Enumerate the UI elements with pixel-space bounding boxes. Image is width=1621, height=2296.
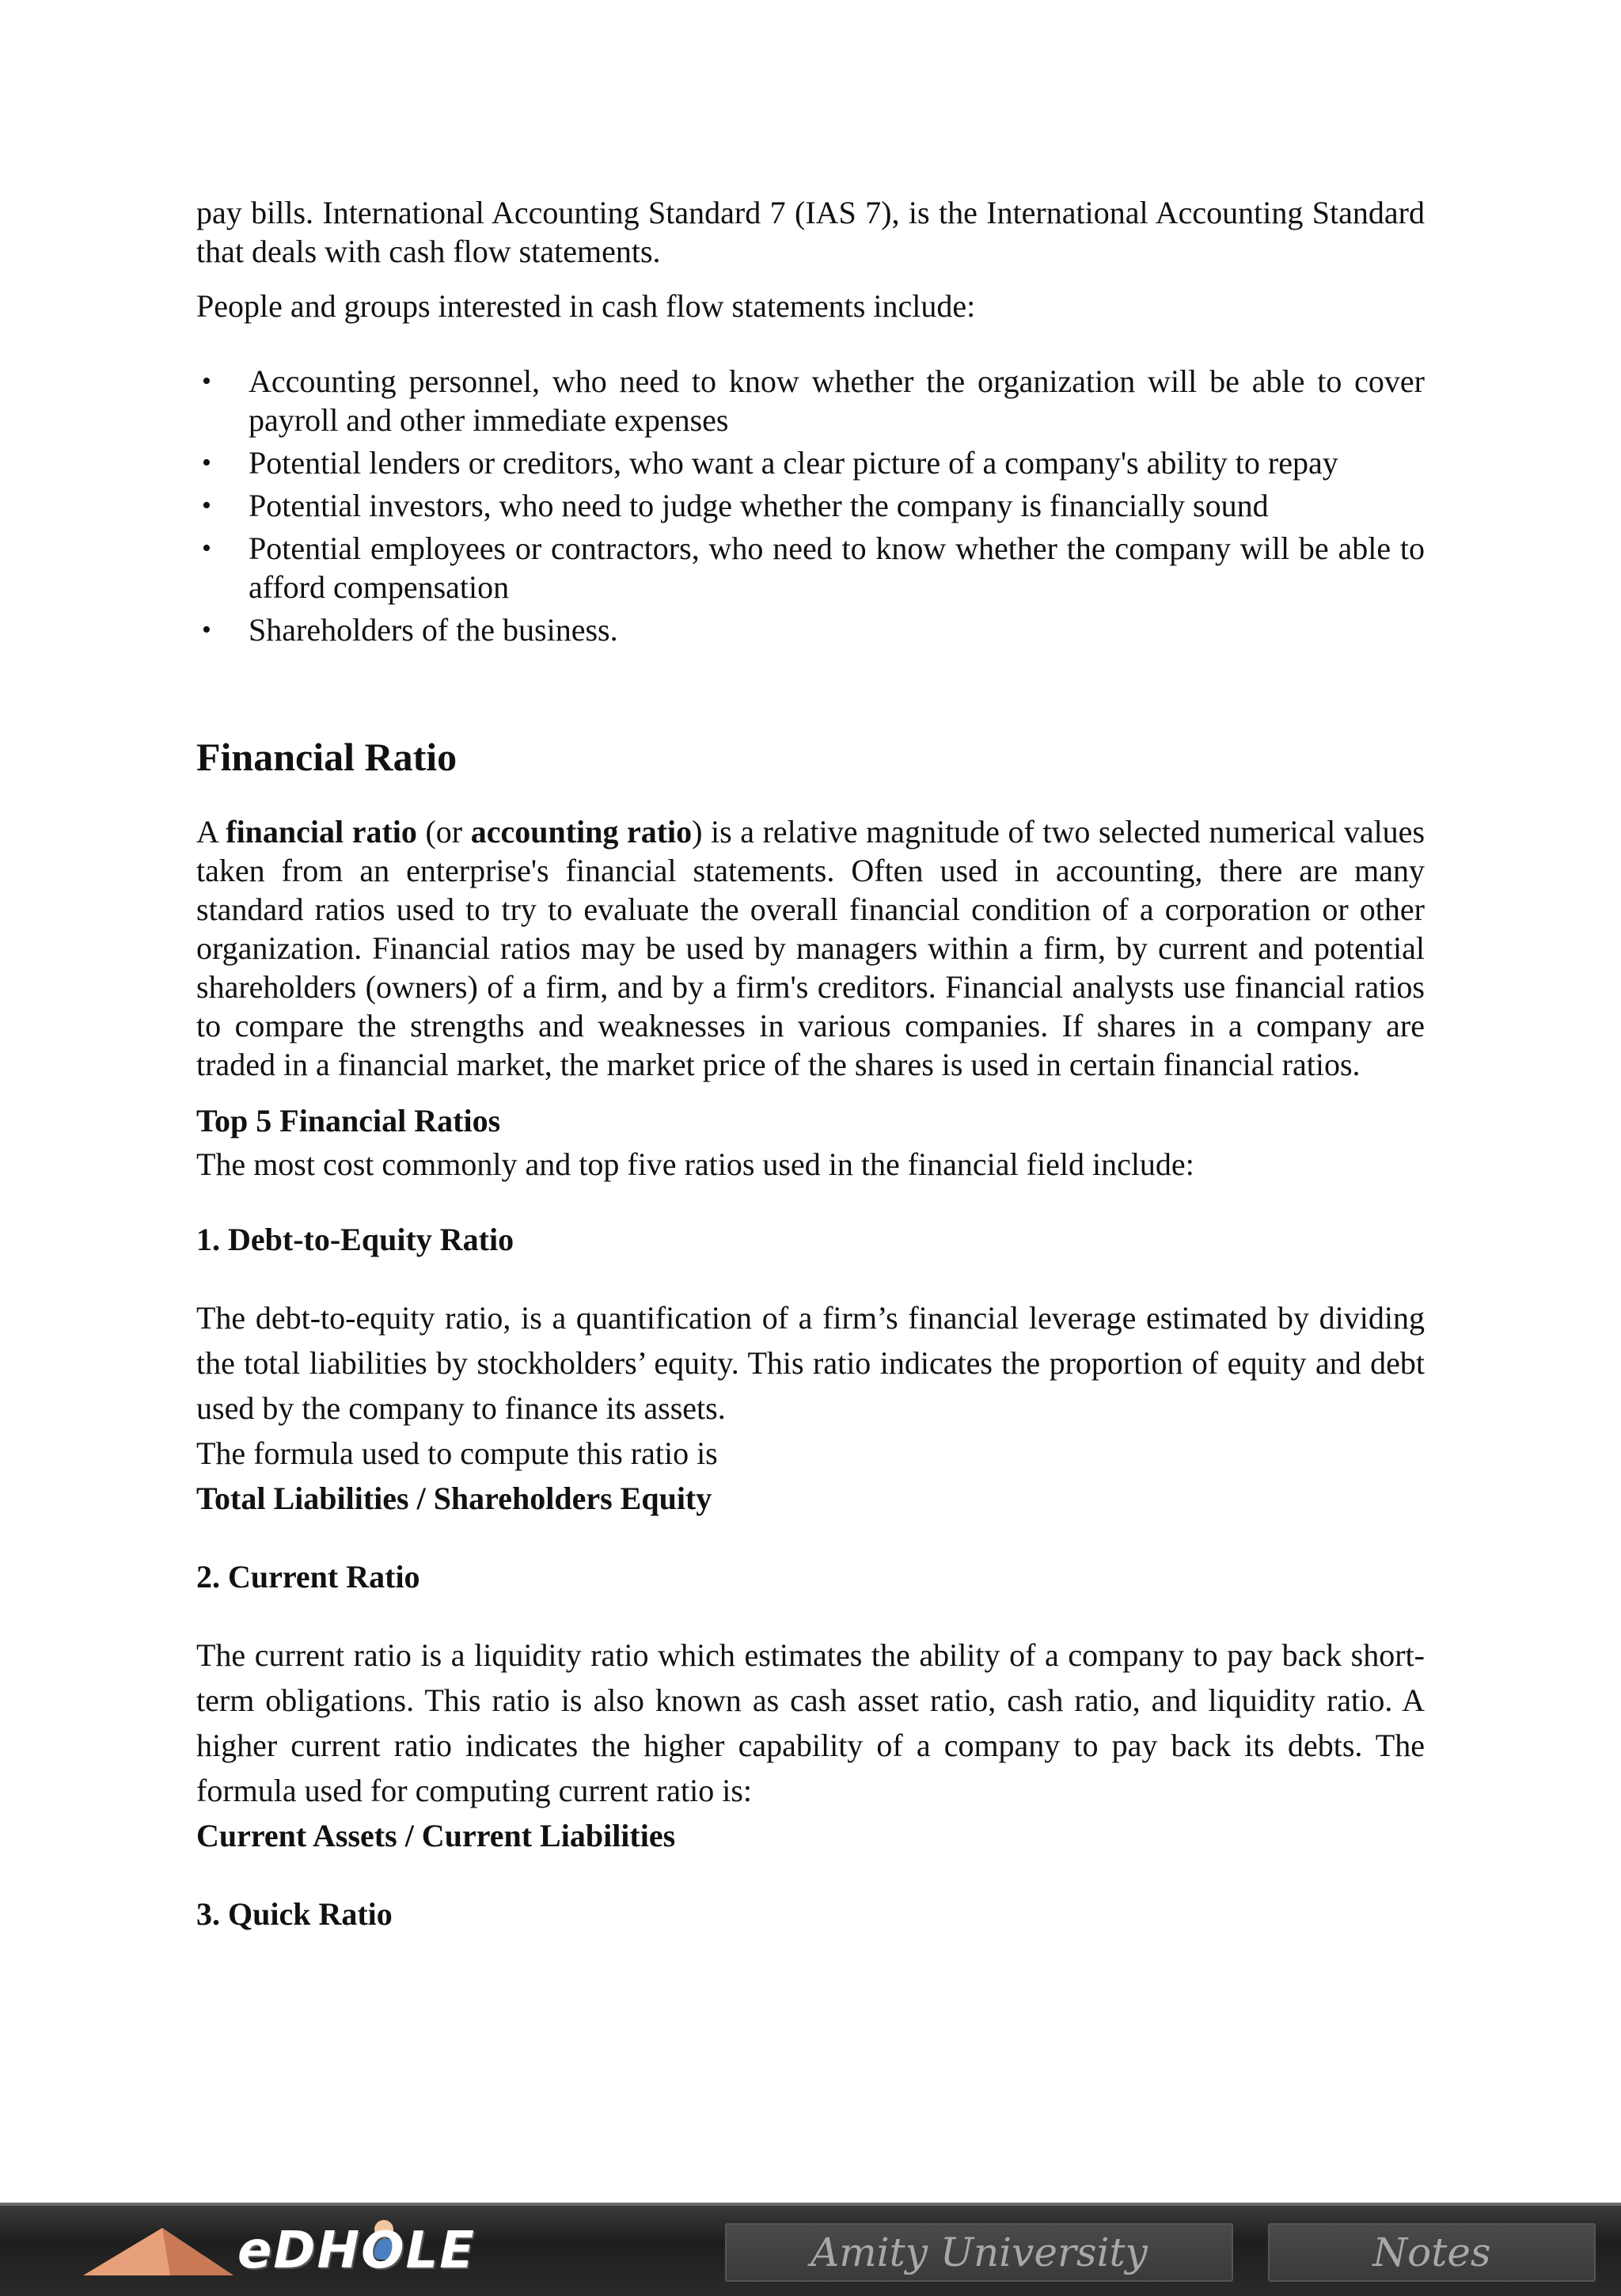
pyramid-icon bbox=[75, 2225, 233, 2280]
bullet-icon: • bbox=[202, 534, 211, 563]
logo-text: eDHOLE bbox=[237, 2222, 476, 2280]
list-item: • Potential lenders or creditors, who want a clear picture of a company's ability to repay bbox=[202, 445, 1338, 481]
top5-heading: Top 5 Financial Ratios bbox=[196, 1103, 501, 1138]
footer-bar bbox=[0, 2203, 1621, 2296]
current-ratio-formula: Current Assets / Current Liabilities bbox=[196, 1818, 676, 1853]
bullet-icon: • bbox=[202, 615, 211, 644]
notes-label: Notes bbox=[1268, 2223, 1596, 2282]
debt-to-equity-formula-intro: The formula used to compute this ratio is bbox=[196, 1435, 718, 1471]
debt-to-equity-body: The debt-to-equity ratio, is a quantification of a firm’s financial leverage estimated by dividing the total liabilities by stockholders’ equity. This ratio indicates the proportion of equity and debt used by the company to finance its assets. bbox=[196, 1300, 1425, 1426]
bullet-icon: • bbox=[202, 367, 211, 396]
university-label: Amity University bbox=[725, 2223, 1233, 2282]
section-title: Financial Ratio bbox=[196, 735, 457, 779]
interested-groups-lead: People and groups interested in cash flow statements include: bbox=[196, 288, 976, 324]
list-item: • Accounting personnel, who need to know whether the organization will be able to cover payroll and other immediate expenses bbox=[202, 363, 1425, 438]
term-accounting-ratio: accounting ratio bbox=[470, 814, 693, 850]
term-financial-ratio: financial ratio bbox=[226, 814, 417, 850]
bullet-icon: • bbox=[202, 491, 211, 520]
document-body bbox=[196, 193, 1425, 1933]
ratio-heading-quick: 3. Quick Ratio bbox=[196, 1896, 393, 1932]
ratio-heading-current: 2. Current Ratio bbox=[196, 1559, 420, 1595]
list-item: • Potential employees or contractors, who need to know whether the company will be able to afford compensation bbox=[202, 530, 1425, 605]
intro-paragraph: pay bills. International Accounting Standard 7 (IAS 7), is the International Accounting Standard that deals with cash flow statements. bbox=[196, 195, 1425, 269]
list-item: • Potential investors, who need to judge whether the company is financially sound bbox=[202, 488, 1269, 523]
debt-to-equity-formula: Total Liabilities / Shareholders Equity bbox=[196, 1481, 712, 1516]
interested-groups-list bbox=[196, 362, 1425, 649]
list-item: • Shareholders of the business. bbox=[202, 612, 618, 648]
financial-ratio-definition: A financial ratio (or accounting ratio) is a relative magnitude of two selected numerical values taken from an enterprise's financial statements. Often used in accounting, there are many standard ratios used to try to evaluate the overall financial condition of a corporation or other organization. Financial ratios may be used by managers within a firm, by current and potential shareholders (owners) of a firm, and by a firm's creditors. Financial analysts use financial ratios to compare the strengths and weaknesses in various companies. If shares in a company are traded in a financial market, the market price of the shares is used in certain financial ratios. bbox=[196, 814, 1425, 1082]
ratio-heading-debt-to-equity: 1. Debt-to-Equity Ratio bbox=[196, 1222, 514, 1257]
top5-intro: The most cost commonly and top five ratios used in the financial field include: bbox=[196, 1146, 1194, 1182]
bullet-icon: • bbox=[202, 448, 211, 477]
current-ratio-body: The current ratio is a liquidity ratio which estimates the ability of a company to pay back short-term obligations. This ratio is also known as cash asset ratio, cash ratio, and liquidity ratio. A higher current ratio indicates the higher capability of a company to pay back its debts. The formula used for computing current ratio is: bbox=[196, 1637, 1425, 1808]
edhole-logo bbox=[75, 2215, 598, 2288]
